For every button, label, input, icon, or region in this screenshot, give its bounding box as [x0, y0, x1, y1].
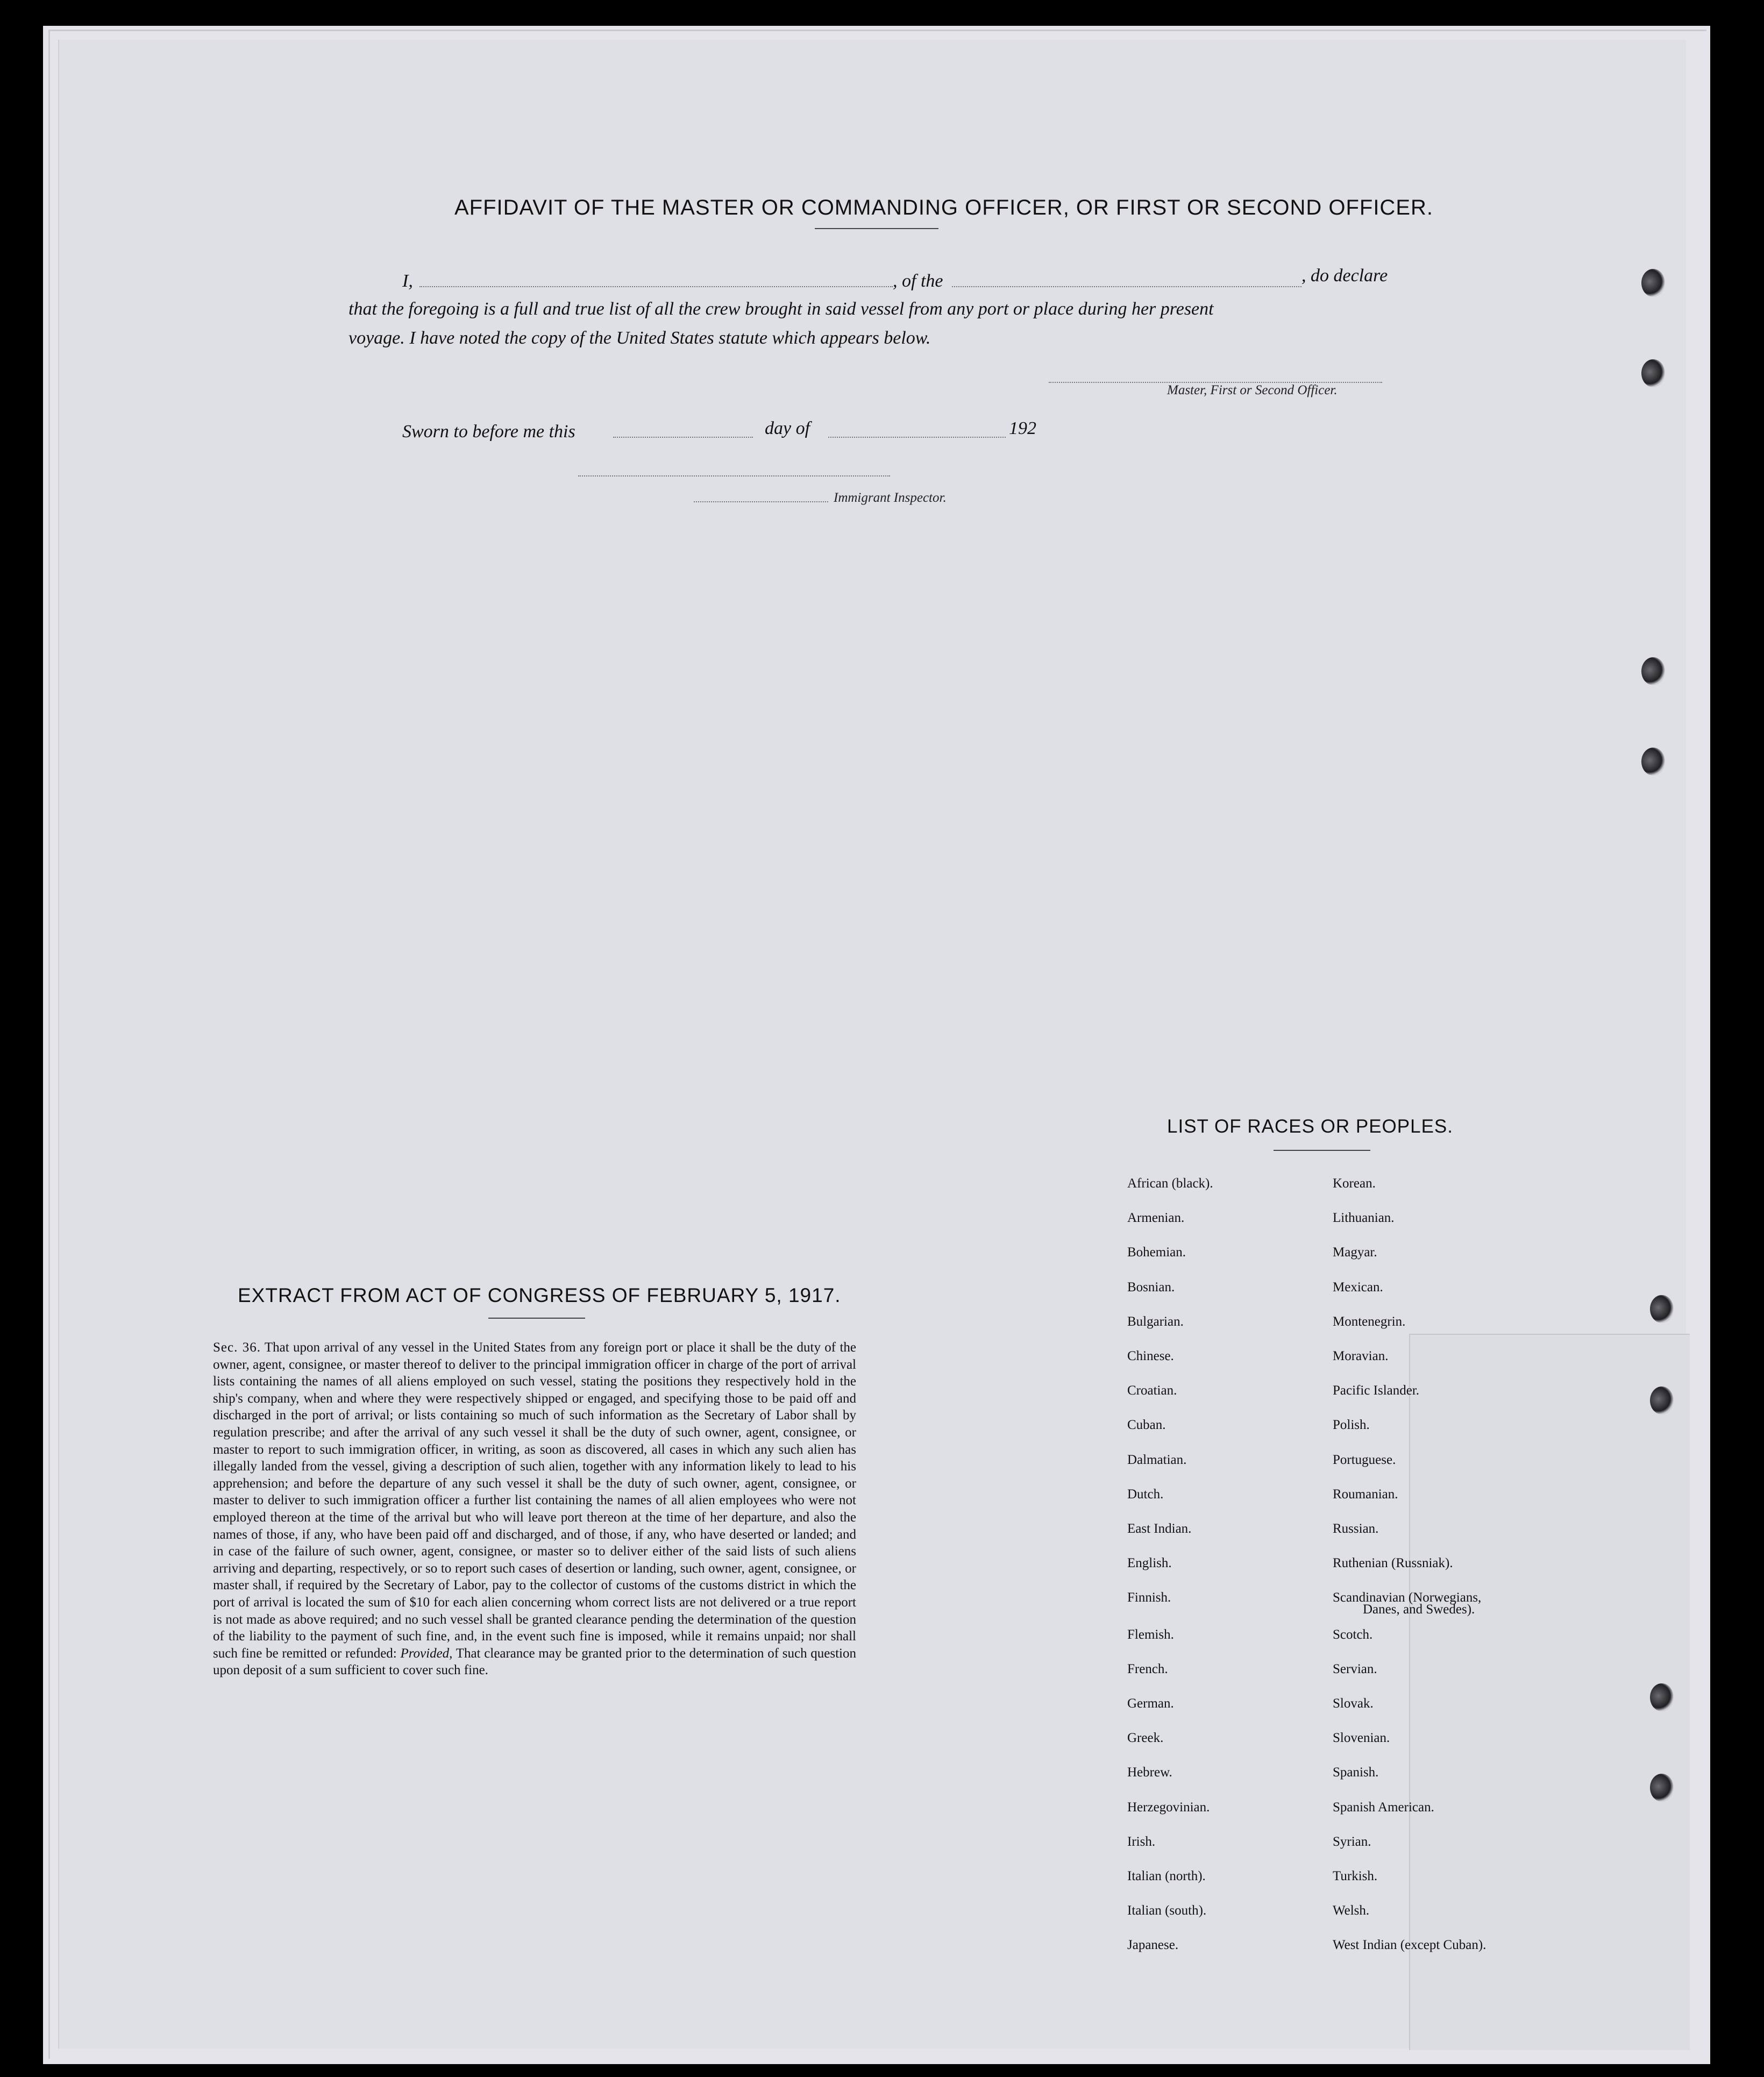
- binder-hole-icon: [1641, 359, 1665, 387]
- binder-hole-icon: [1641, 657, 1665, 685]
- race-item: Dutch.: [1127, 1486, 1164, 1502]
- race-item: Roumanian.: [1333, 1486, 1398, 1502]
- section-text-end: That clearance may be granted prior to the determination of such question upon deposit of a sum sufficient to cover such fine.: [213, 1646, 857, 1678]
- races-title: LIST OF RACES OR PEOPLES.: [1167, 1116, 1454, 1137]
- race-item: Ruthenian (Russniak).: [1333, 1556, 1453, 1571]
- race-item: Greek.: [1127, 1731, 1164, 1746]
- affidavit-declare: , do declare: [1301, 266, 1388, 286]
- race-item: Japanese.: [1127, 1938, 1179, 1953]
- race-item: Chinese.: [1127, 1349, 1174, 1363]
- inspector-short-line: [694, 501, 828, 502]
- race-item: Montenegrin.: [1333, 1314, 1406, 1329]
- vessel-blank-line: [952, 286, 1301, 287]
- race-item: West Indian (except Cuban).: [1333, 1938, 1486, 1953]
- sworn-month-blank: [828, 437, 1006, 438]
- race-item: African (black).: [1127, 1176, 1213, 1191]
- name-blank-line: [419, 286, 893, 287]
- race-item: Slovak.: [1333, 1696, 1374, 1711]
- race-item: Slovenian.: [1333, 1731, 1390, 1746]
- inspector-label: Immigrant Inspector.: [834, 490, 947, 505]
- affidavit-statement: that the foregoing is a full and true list of all the crew brought in said vessel from any port or place during her present: [348, 299, 1214, 319]
- binder-hole-icon: [1641, 269, 1665, 297]
- sworn-day-blank: [613, 437, 753, 438]
- binder-hole-icon: [1641, 748, 1665, 776]
- race-item: East Indian.: [1127, 1521, 1192, 1536]
- race-item: Bulgarian.: [1127, 1314, 1184, 1329]
- race-item: Italian (north).: [1127, 1869, 1206, 1883]
- race-item: Spanish American.: [1333, 1799, 1434, 1815]
- race-item: Scotch.: [1333, 1627, 1373, 1642]
- race-item: Lithuanian.: [1333, 1211, 1395, 1226]
- extract-title: EXTRACT FROM ACT OF CONGRESS OF FEBRUARY 5, 1917.: [238, 1284, 841, 1306]
- affidavit-statement-end: voyage. I have noted the copy of the United States statute which appears below.: [348, 328, 931, 348]
- day-of-text: day of: [765, 418, 810, 438]
- provided-word: Provided,: [400, 1646, 453, 1661]
- master-label: Master, First or Second Officer.: [1167, 383, 1338, 397]
- race-item: Hebrew.: [1127, 1765, 1172, 1780]
- race-item: Dalmatian.: [1127, 1452, 1187, 1467]
- race-item: Servian.: [1333, 1661, 1377, 1676]
- race-item: Turkish.: [1333, 1869, 1378, 1883]
- binder-hole-icon: [1650, 1683, 1674, 1711]
- affidavit-title: AFFIDAVIT OF THE MASTER OR COMMANDING OFFICER, OR FIRST OR SECOND OFFICER.: [454, 196, 1433, 219]
- race-item: Spanish.: [1333, 1765, 1379, 1780]
- race-item-continuation: Danes, and Swedes).: [1363, 1602, 1475, 1617]
- section-label: Sec. 36.: [213, 1340, 261, 1355]
- affidavit-i: I,: [402, 271, 413, 291]
- race-item: Finnish.: [1127, 1590, 1171, 1605]
- title-underline: [815, 228, 938, 229]
- race-item: Korean.: [1333, 1176, 1376, 1191]
- race-item: Cuban.: [1127, 1418, 1166, 1433]
- race-item: German.: [1127, 1696, 1174, 1711]
- binder-hole-icon: [1650, 1295, 1674, 1323]
- race-item: Welsh.: [1333, 1903, 1370, 1918]
- race-item: Pacific Islander.: [1333, 1383, 1420, 1398]
- race-item: Flemish.: [1127, 1627, 1174, 1642]
- race-item: Polish.: [1333, 1418, 1370, 1433]
- race-item: Bosnian.: [1127, 1279, 1175, 1294]
- race-item: Irish.: [1127, 1834, 1156, 1849]
- race-item: Armenian.: [1127, 1211, 1185, 1226]
- race-item: Herzegovinian.: [1127, 1799, 1210, 1815]
- race-item: Portuguese.: [1333, 1452, 1396, 1467]
- extract-underline: [488, 1318, 585, 1319]
- race-item: Russian.: [1333, 1521, 1379, 1536]
- binder-hole-icon: [1650, 1774, 1674, 1802]
- binder-hole-icon: [1650, 1386, 1674, 1414]
- race-item: Magyar.: [1333, 1245, 1377, 1260]
- races-underline: [1274, 1150, 1370, 1151]
- race-item: Bohemian.: [1127, 1245, 1186, 1260]
- race-item: Moravian.: [1333, 1349, 1389, 1363]
- extract-body: [213, 1339, 856, 1679]
- race-item: Italian (south).: [1127, 1903, 1207, 1918]
- sworn-text: Sworn to before me this: [402, 422, 575, 442]
- section-text: That upon arrival of any vessel in the United States from any foreign port or place it shall be the duty of the owner, agent, consignee, or master thereof to deliver to the principal immigration officer in charge of the port of arrival lists containing the names of all aliens employed on such vessel, stating the positions they respectively hold in the ship's company, when and where they were respectively shipped or engaged, and specifying those to be paid off and discharged in the port of arrival; or lists containing so much of such information as the Secretary of Labor shall by regulation prescribe; and after the arrival of any such vessel it shall be the duty of such owner, agent, consignee, or master to report to such immigration officer, in writing, as soon as discovered, all cases in which any such alien has illegally landed from the vessel, giving a description of such alien, together with any information likely to lead to his apprehension; and before the departure of any such vessel it shall be the duty of such owner, agent, consignee, or master to deliver to such immigration officer a further list containing the names of all alien employees who were not employed thereon at the time of the arrival but who will leave port thereon at the time of her departure, and also the names of those, if any, who have been paid off and discharged, and of those, if any, who have deserted or landed; and in case of the failure of such owner, agent, consignee, or master so to deliver either of the said lists of such aliens arriving and departing, respectively, or so to report such cases of desertion or landing, such owner, agent, consignee, or master shall, if required by the Secretary of Labor, pay to the collector of customs of the customs district in which the port of arrival is located the sum of $10 for each alien concerning whom correct lists are not delivered or a true report is not made as above required; and no such vessel shall be granted clearance pending the determination of the question of the liability to the payment of such fine, and, in the event such fine is imposed, while it remains unpaid; nor shall such fine be remitted or refunded:: [213, 1340, 856, 1661]
- race-item: French.: [1127, 1661, 1168, 1676]
- affidavit-of-the: , of the: [893, 271, 943, 291]
- race-item: Croatian.: [1127, 1383, 1177, 1398]
- race-item: Syrian.: [1333, 1834, 1371, 1849]
- race-item: Mexican.: [1333, 1279, 1383, 1294]
- inspector-signature-line: [578, 475, 890, 476]
- year-text: 192: [1009, 418, 1036, 438]
- race-item: Scandinavian (Norwegians,: [1333, 1590, 1482, 1605]
- race-item: English.: [1127, 1556, 1172, 1571]
